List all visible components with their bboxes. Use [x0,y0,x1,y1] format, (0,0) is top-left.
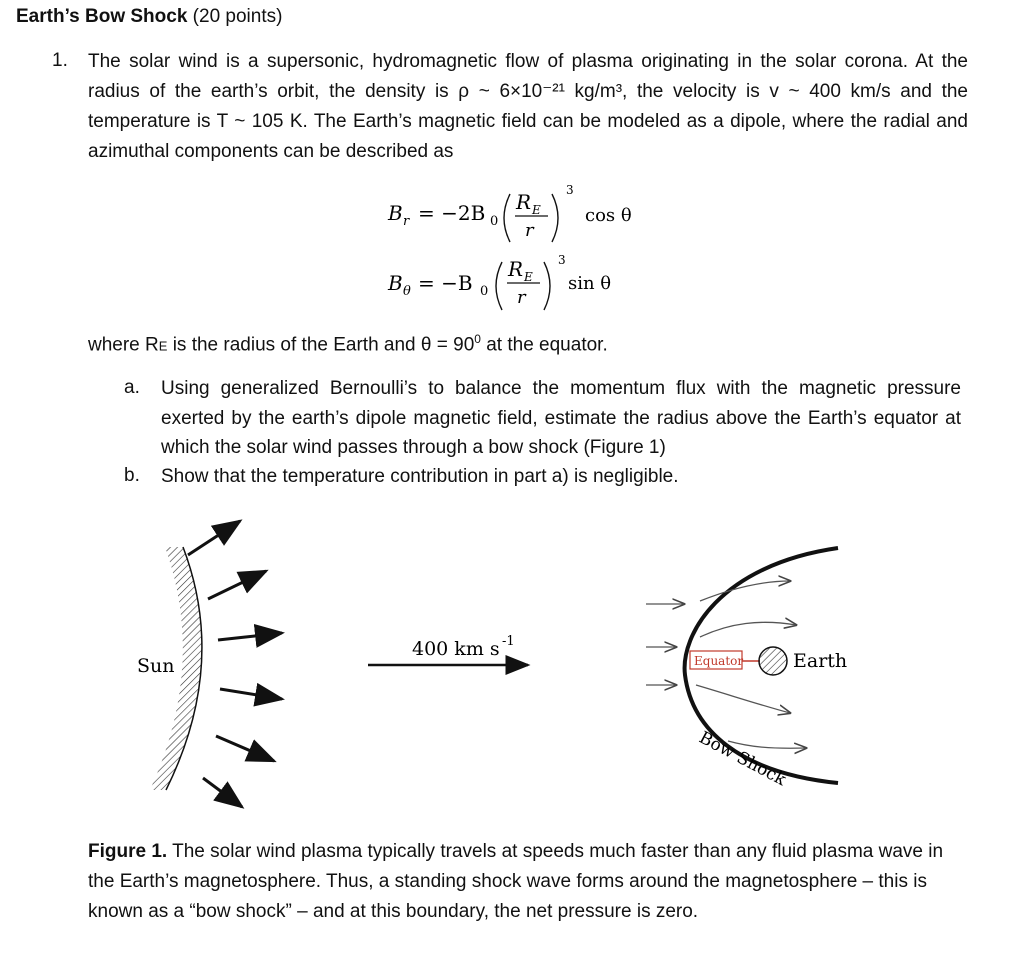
title-bold: Earth’s Bow Shock [16,6,188,27]
eq2-exp: 3 [558,253,566,267]
where-sup: 0 [474,332,481,346]
eq1-coef-sub: 0 [490,214,499,229]
eq2-den: r [517,287,526,308]
part-b-text: Show that the temperature contribution in part a) is negligible. [161,466,679,487]
eq2-trig: sin θ [568,273,612,294]
eq1-num: R [516,190,532,214]
eq2-lhs: B [388,271,403,295]
caption-bold: Figure 1. [88,841,168,862]
figure-bow-shock [0,505,1024,825]
eq2-lhs-sub: θ [403,284,411,299]
sun-label: Sun [137,655,175,677]
eq1-trig: cos θ [585,205,632,226]
equator-label: Equator [694,654,744,668]
bow-shock-label: Bow Shock [695,727,790,791]
eq1-num-sub: E [532,203,541,217]
eq1-lhs-sub: r [403,214,410,229]
where-line [88,332,608,356]
eq1-coef: = −2B [418,201,486,225]
part-b-label: b. [124,465,140,486]
eq2-coef: = −B [418,271,473,295]
page-title [16,6,282,28]
equations [380,178,660,328]
eq1-den: r [525,220,534,241]
earth-label: Earth [793,650,848,672]
where-text: where R [88,334,159,356]
where-sub: E [158,338,168,354]
where-rest: is the radius of the Earth and θ = 90 [167,334,475,356]
figure-caption [88,837,948,927]
earth-icon [759,647,787,675]
caption-text: The solar wind plasma typically travels at speeds much faster than any fluid plasma wave in the Earth’s magnetosphere. Thus, a standing shock wave forms around the magnetosphere – this is known as a “bow shock” – and at this boundary, the net pressure is zero. [88,841,944,922]
eq1-lhs: B [388,201,403,225]
eq2-coef-sub: 0 [480,284,489,299]
problem-intro: The solar wind is a supersonic, hydromagnetic flow of plasma originating in the solar corona. At the radius of the earth’s orbit, the density is ρ ~ 6×10⁻²¹ kg/m³, the velocity is v ~ 400 km/s and the temperature is T ~ 105 K. The Earth’s magnetic field can be modeled as a dipole, where the radial and azimuthal components can be described as [88,51,968,162]
wind-label: 400 km s [412,638,500,660]
equation-btheta [387,253,611,310]
eq1-exp: 3 [566,183,574,197]
eq2-num: R [508,257,524,281]
wind-exp: -1 [502,634,515,649]
where-end: at the equator. [480,334,608,356]
part-a-label: a. [124,377,140,398]
equation-br [387,183,632,242]
eq2-num-sub: E [524,270,533,284]
problem-number: 1. [52,50,68,71]
title-points: (20 points) [187,6,283,27]
part-a-text: Using generalized Bernoulli’s to balance the momentum flux with the magnetic pressure exerted by the earth’s dipole magnetic field, estimate the radius above the Earth’s equator at which the solar wind passes through a bow shock (Figure 1) [161,378,961,458]
